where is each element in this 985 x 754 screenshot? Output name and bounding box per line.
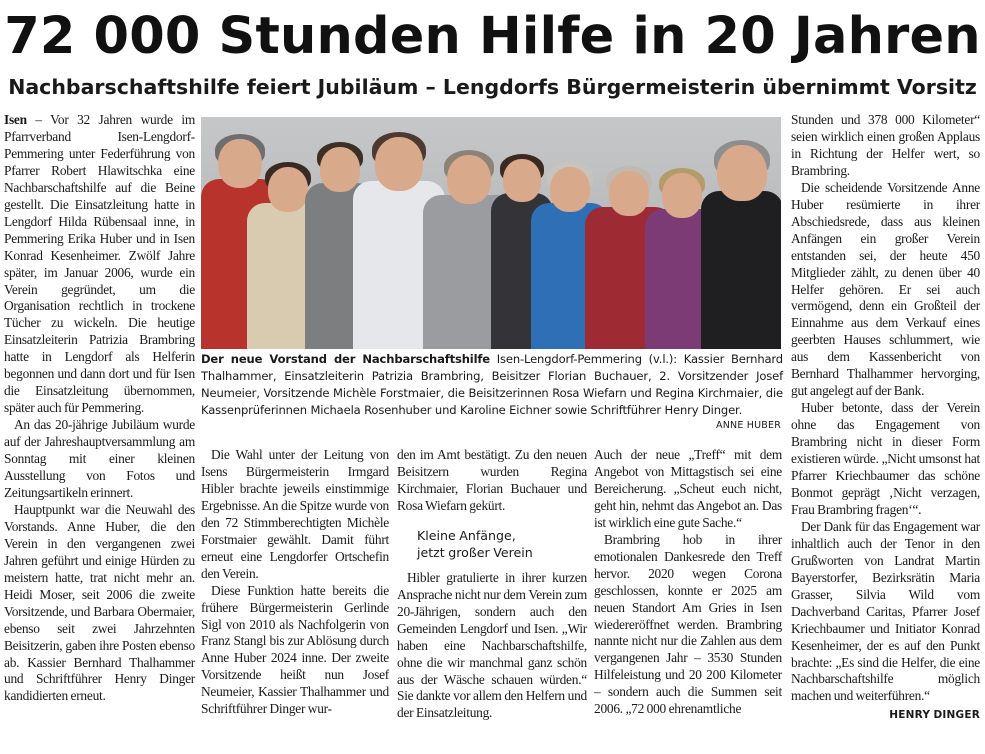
article-column-4	[594, 447, 782, 718]
paragraph: Diese Funktion hatte bereits die frühere Bürgermeisterin Gerlinde Sigl von 2010 als Nachfolgerin von Franz Stangl bis zur Ablösung durch Anne Huber 2024 inne. Der zweite Vorsitzende heißt nun Josef Neumeier, Kassier Thalhammer und Schriftführer Dinger wur-	[201, 582, 389, 717]
photo-credit: ANNE HUBER	[716, 420, 781, 431]
paragraph: Auch der neue „Treff“ mit dem Angebot von Mittagstisch sei eine Bereicherung. „Scheut euch nicht, geht hin, nehmt das Angebot an. Das ist wirklich eine gute Sache.“	[594, 447, 782, 530]
dateline: Isen	[4, 112, 27, 127]
article-column-2	[201, 447, 389, 718]
paragraph: Die scheidende Vorsitzende Anne Huber resümierte in ihrer Abschiedsrede, dass aus kleinen Anfängen ein großer Verein entstanden sei, der heute 450 Mitglieder zählt, zu denen über 40 Helfer gehören. Er sei auch vermögend, denn ein Großteil der Einnahme aus dem Verkauf eines geerbten Hauses schlummert, wie aus dem Kassenbericht von Bernhard Thalhammer hervorging, gut angelegt auf der Bank.	[791, 179, 980, 399]
paragraph: An das 20-jährige Jubiläum wurde auf der Jahreshauptversammlung am Sonntag mit einer kleinen Ausstellung von Fotos und Zeitungsartikeln erinnert.	[4, 417, 195, 500]
person-head	[662, 173, 702, 218]
paragraph: den im Amt bestätigt. Zu den neuen Beisitzern wurden Regina Kirchmaier, Florian Buchauer und Rosa Wiefarn gekürt.	[397, 447, 587, 513]
article-column-5	[791, 112, 980, 724]
person-dinger	[701, 117, 781, 349]
person-head	[550, 167, 590, 212]
paragraph: Stunden und 378 000 Kilometer“ seien wirklich einen großen Applaus in Richtung der Helfer wert, so Brambring.	[791, 112, 980, 178]
person-head	[609, 171, 649, 216]
article-column-1	[4, 112, 195, 705]
photo-caption	[201, 351, 783, 419]
paragraph	[791, 518, 980, 722]
paragraph: Hibler gratulierte in ihrer kurzen Ansprache nicht nur dem Verein zum 20-Jährigen, sondern auch den Gemeinden Lengdorf und Isen. „Wir haben eine Nachbarschaftshilfe, ohne die wir manchmal ganz schön aus der Wäsche schauen würden.“ Sie dankte vor allem den Helfern und der Einsatzleitung.	[397, 569, 587, 721]
paragraph-text: – Vor 32 Jahren wurde im Pfarrverband Isen-Lengdorf-Pemmering unter Federführung von Pfarrer Robert Hlawitschka eine Nachbarschaftshilfe auf die Beine gestellt. Die Einsatzleitung hatte in Lengdorf Hilda Rübensaal inne, in Pemmering Erika Huber und in Isen Konrad Kesenheimer. Zwölf Jahre später, im Januar 2006, wurde ein Verein gegründet, um die Organisation rechtlich in trockene Tücher zu wickeln. Die heutige Einsatzleiterin Patrizia Brambring hatte in Lengdorf als Helferin begonnen und dann dort und für Isen die Einsatzleitung übernommen, später auch für Pemmering.	[4, 112, 195, 416]
caption-lead: Der neue Vorstand der Nachbarschaftshilfe	[201, 352, 490, 366]
person-body	[701, 191, 781, 349]
subheading-line-1: Kleine Anfänge,	[417, 527, 516, 543]
subline: Nachbarschaftshilfe feiert Jubiläum – Lengdorfs Bürgermeisterin übernimmt Vorsitz	[8, 75, 977, 99]
paragraph	[4, 112, 195, 417]
subheading	[417, 527, 587, 561]
group-photo	[201, 117, 781, 349]
paragraph-text: Der Dank für das Engagement war inhaltlich auch der Tenor in den Grußworten von Landrat Martin Bayerstorfer, Bezirksrätin Maria Grasser, Silvia Wild vom Dachverband Caritas, Pfarrer Josef Kriechbaumer und Initiator Konrad Kesenheimer, der es auf den Punkt brachte: „Es sind die Helfer, die eine Nachbarschaftshilfe möglich machen und weiterführen.“	[791, 518, 980, 704]
paragraph: Die Wahl unter der Leitung von Isens Bürgermeisterin Irmgard Hibler brachte jeweils einstimmige Ergebnisse. An die Spitze wurde von den 72 Stimmberechtigten Michèle Forstmaier gewählt. Damit führt erneut eine Lengdorfer Ortschefin den Verein.	[201, 447, 389, 581]
author-byline: HENRY DINGER	[889, 709, 980, 722]
person-head	[375, 137, 423, 191]
person-head	[717, 145, 767, 201]
caption-text: Isen-Lengdorf-Pemmering (v.l.): Kassier Bernhard Thalhammer, Einsatzleiterin Patrizia Brambring, Beisitzer Florian Buchauer, 2. Vorsitzender Josef Neumeier, Vorsitzende Michèle Forstmaier, die Beisitzerinnen Rosa Wiefarn und Regina Kirchmaier, die Kassenprüferinnen Michaela Rosenhuber und Karoline Eichner sowie Schriftführer Henry Dinger.	[201, 352, 783, 418]
subheading-line-2: jetzt großer Verein	[417, 544, 533, 560]
person-head	[268, 167, 308, 212]
paragraph: Huber betonte, dass der Verein ohne das Engagement von Brambring nicht in dieser Form existieren würde. „Nicht umsonst hat Pfarrer Kriechbaumer das schöne Bonmot geprägt ‚Nicht verzagen, Frau Brambring fragen‘“.	[791, 400, 980, 517]
headline: 72 000 Stunden Hilfe in 20 Jahren	[4, 7, 981, 66]
person-head	[447, 155, 491, 204]
article-column-3	[397, 447, 587, 722]
paragraph: Hauptpunkt war die Neuwahl des Vorstands. Anne Huber, die den Verein in den vergangenen zwei Jahren geführt und einige Hürden zu meistern hatte, trat nicht mehr an. Heidi Moser, seit 2006 die zweite Vorsitzende, und Barbara Obermaier, ebenso seit zwei Jahrzehnten Beisitzerin, gaben ihre Posten ebenso ab. Kassier Bernhard Thalhammer und Schriftführer Henry Dinger kandidierten erneut.	[4, 501, 195, 704]
paragraph: Brambring hob in ihrer emotionalen Dankesrede den Treff hervor. 2020 wegen Corona geschlossen, konnte er 2025 am neuen Standort Am Gries in Isen wiedereröffnet werden. Brambring nannte nicht nur die Zahlen aus dem vergangenen Jahr – 3530 Stunden Hilfeleistung und 20 200 Kilometer – sondern auch die Summen seit 2006. „72 000 ehrenamtliche	[594, 531, 782, 717]
